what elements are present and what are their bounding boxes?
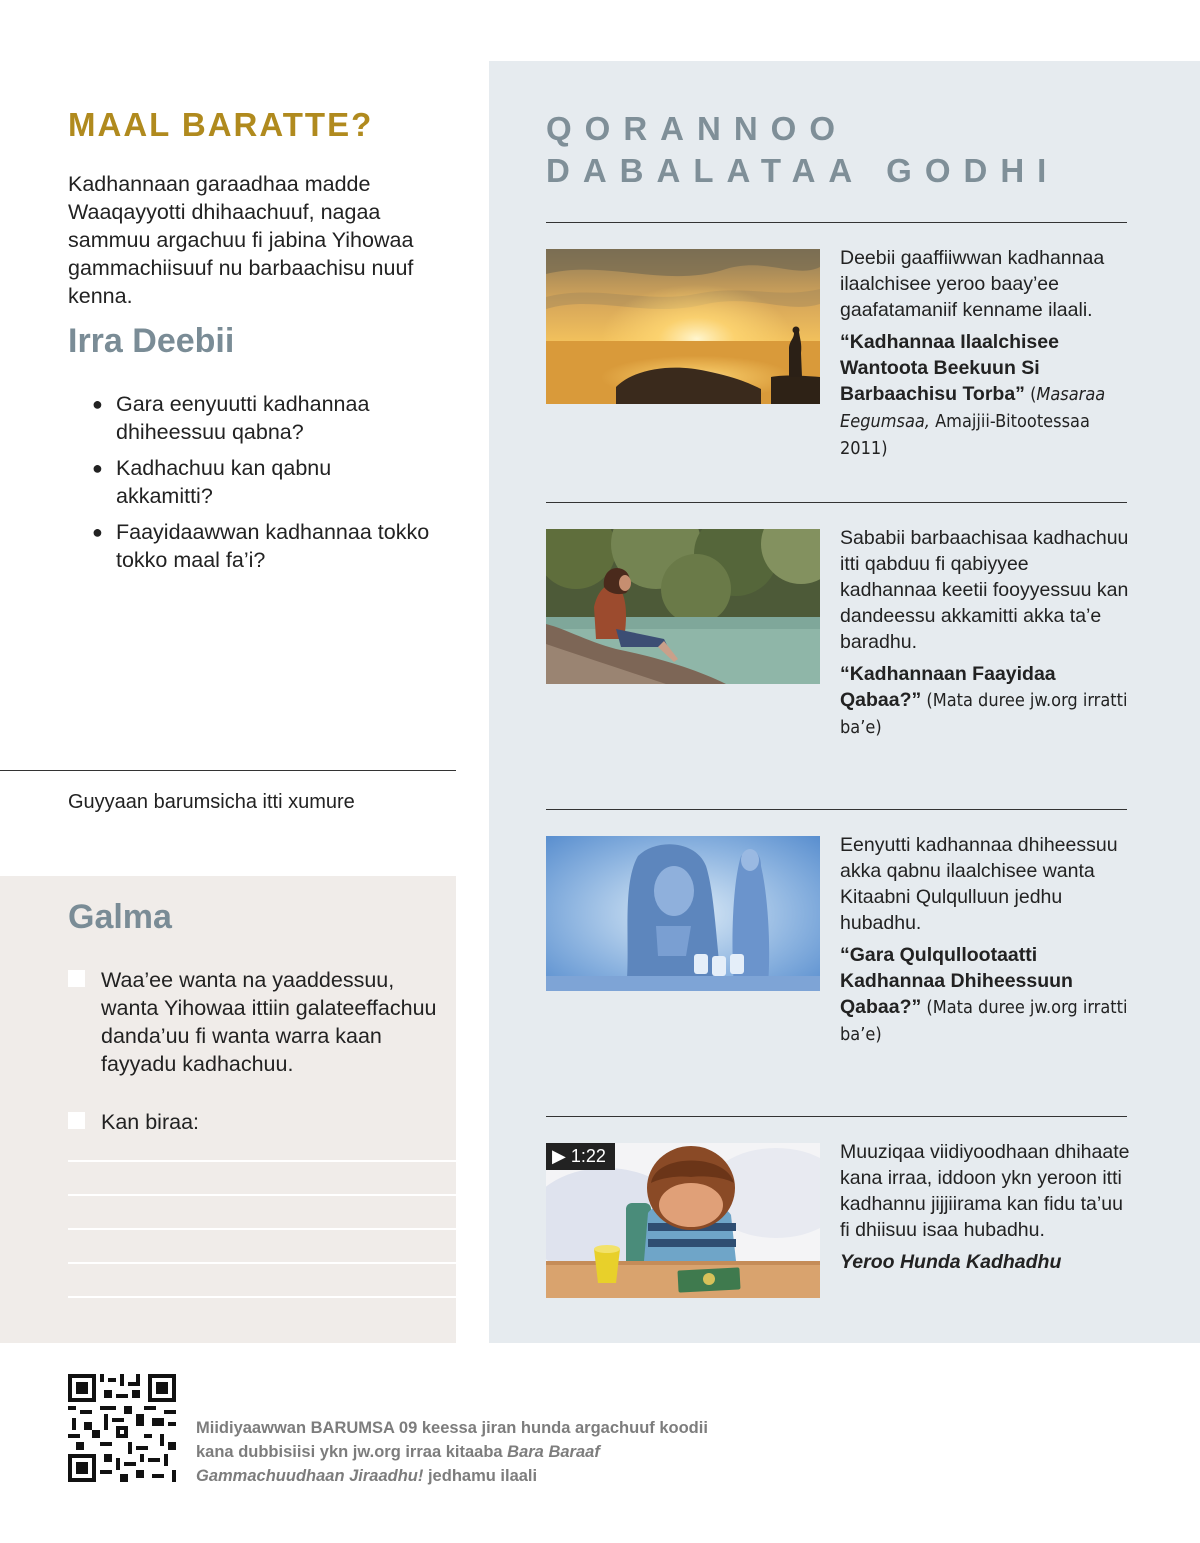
resource-title-link[interactable]: “Kadhannaa Ilaalchisee Wantoota Beekuun Si Barbaachisu Torba”: [840, 331, 1059, 405]
qr-code-icon[interactable]: [68, 1374, 176, 1482]
writing-line[interactable]: [68, 1194, 456, 1196]
section-heading-why-important: MAAL BARATTE?: [68, 106, 374, 143]
intro-paragraph: Kadhannaan garaadhaa madde Waaqayyotti dhihaachuuf, nagaa sammuu argachuu fi jabina Yihowaa gammachiisuuf nu barbaachisu nuuf kenna.: [68, 172, 414, 308]
resource-source-prefix: (: [1024, 384, 1037, 405]
woman-praying-statue-image[interactable]: [546, 836, 820, 991]
footer-book-title: Bara Baraaf Gammachuudhaan Jiraadhu!: [196, 1443, 600, 1485]
further-study-heading-line1: QORANNOO: [546, 110, 848, 147]
resource-divider: [546, 809, 1127, 810]
resource-description: Eenyutti kadhannaa dhiheessuu akka qabnu ilaalchisee wanta Kitaabni Qulqulluun jedhu hubadhu.: [840, 834, 1118, 934]
resource-description: Deebii gaaffiiwwan kadhannaa ilaalchisee yeroo baay’ee gaafatamaniif kenname ilaali.: [840, 247, 1105, 321]
further-study-heading: [546, 108, 1059, 192]
review-question: [92, 518, 432, 574]
resource-description: Muuziqaa viidiyoodhaan dhihaate kana irraa, iddoon ykn yeroon itti kadhannu jijjiirama kan fidu ta’uu fi dhiisuu isaa hubadhu.: [840, 1141, 1130, 1241]
resource-text: [840, 1139, 1130, 1275]
checkbox[interactable]: [68, 1112, 85, 1129]
review-question-text: Gara eenyuutti kadhannaa dhiheessuu qabna?: [116, 392, 370, 444]
review-heading: Irra Deebii: [68, 322, 235, 360]
goal-item-text: Kan biraa:: [101, 1110, 200, 1134]
resource-text: [840, 525, 1130, 741]
writing-line[interactable]: [68, 1296, 456, 1298]
review-question: [92, 390, 432, 446]
resource-source: (Mata duree jw.org irratti ba’e): [840, 690, 1128, 738]
writing-line[interactable]: [68, 1262, 456, 1264]
resource-title-link[interactable]: “Kadhannaan Faayidaa Qabaa?”: [840, 663, 1056, 711]
video-duration-badge: [546, 1143, 615, 1170]
footer-text-end: jedhamu ilaali: [423, 1467, 538, 1485]
signature-divider: [0, 770, 456, 771]
review-questions: [92, 390, 432, 582]
resource-text: [840, 245, 1130, 462]
goal-heading: Galma: [68, 898, 172, 936]
footer-text: Miidiyaawwan BARUMSA 09 keessa jiran hunda argachuuf koodii kana dubbisiisi ykn jw.org irraa kitaaba: [196, 1419, 708, 1461]
review-question-text: Faayidaawwan kadhannaa tokko tokko maal fa’i?: [116, 520, 430, 572]
bullet-icon: ●: [92, 394, 103, 414]
checkbox[interactable]: [68, 970, 85, 987]
resource-text: [840, 832, 1130, 1048]
resource-title-link[interactable]: “Gara Qulqullootaatti Kadhannaa Dhiheessuun Qabaa?”: [840, 944, 1073, 1018]
resource-divider: [546, 222, 1127, 223]
resource-divider: [546, 1116, 1127, 1117]
goal-item-text: Waa’ee wanta na yaaddessuu, wanta Yihowaa ittiin galateeffachuu danda’uu fi wanta warra kaan fayyadu kadhachuu.: [101, 968, 437, 1076]
resource-source-date: Amajjii-Bitootessaa 2011): [840, 411, 1090, 459]
goal-item[interactable]: [68, 966, 438, 1078]
footer-note: [196, 1416, 716, 1488]
resource-title-link[interactable]: Yeroo Hunda Kadhadhu: [840, 1251, 1062, 1273]
review-question-text: Kadhachuu kan qabnu akkamitti?: [116, 456, 332, 508]
review-question: [92, 454, 432, 510]
boy-praying-video-image[interactable]: [546, 1143, 820, 1298]
resource-divider: [546, 502, 1127, 503]
sunset-sea-person-image[interactable]: [546, 249, 820, 404]
bullet-icon: ●: [92, 458, 103, 478]
writing-line[interactable]: [68, 1228, 456, 1230]
further-study-heading-line2: DABALATAA GODHI: [546, 152, 1060, 189]
resource-source: (Mata duree jw.org irratti ba’e): [840, 997, 1128, 1045]
video-duration: 1:22: [570, 1146, 606, 1166]
goal-item-other[interactable]: [68, 1108, 438, 1136]
play-icon: ▶: [552, 1146, 566, 1166]
bullet-icon: ●: [92, 522, 103, 542]
completion-date-label: Guyyaan barumsicha itti xumure: [68, 791, 355, 813]
woman-by-river-image[interactable]: [546, 529, 820, 684]
resource-source-publication: Masaraa Eegumsaa,: [840, 384, 1106, 432]
writing-line[interactable]: [68, 1160, 456, 1162]
resource-description: Sababii barbaachisaa kadhachuu itti qabduu fi qabiyyee kadhannaa keetii fooyyessuu kan dandeessu akkamitti akka ta’e baradhu.: [840, 527, 1129, 653]
